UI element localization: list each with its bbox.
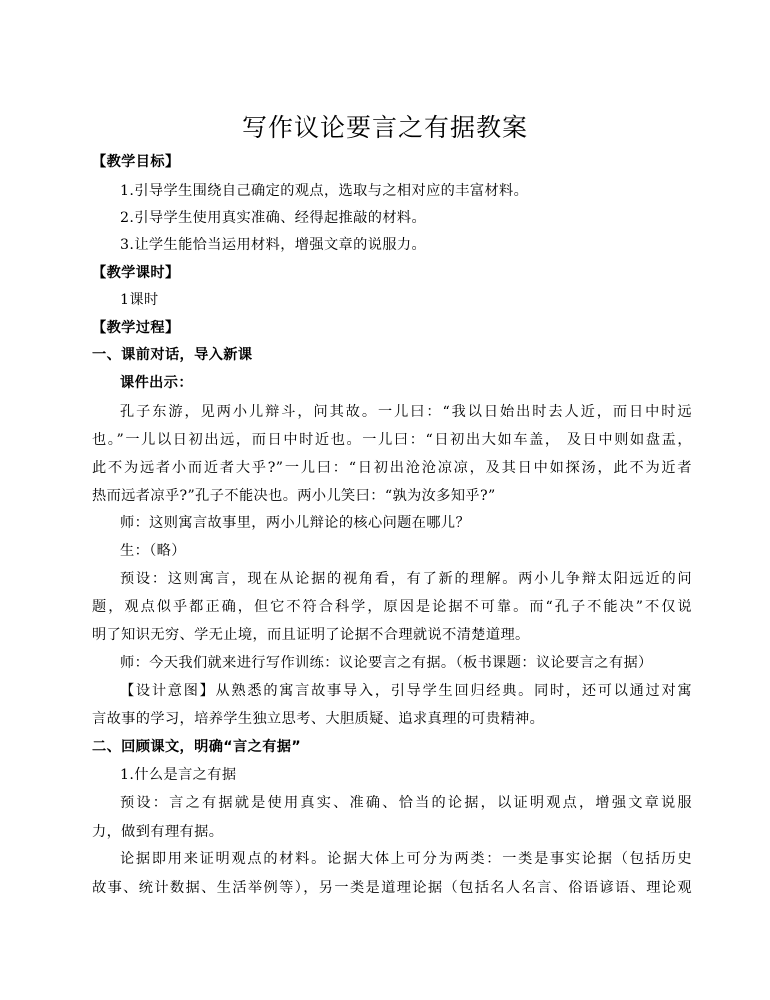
objective-item-1: 1.引导学生围绕自己确定的观点，选取与之相对应的丰富材料。: [120, 183, 529, 199]
objective-item-2: 2.引导学生使用真实准确、经得起推敲的材料。: [120, 210, 427, 226]
design-intent-line-1: 【设计意图】从熟悉的寓言故事导入，引导学生回归经典。同时，还可以通过对寓: [120, 683, 692, 699]
section-heading-objectives: 【教学目标】: [92, 154, 180, 170]
preset-line-2: 题，观点似乎都正确，但它不符合科学，原因是论据不可靠。而“孔子不能决”不仅说: [92, 599, 692, 615]
preset-line-3: 明了知识无穷、学无止境，而且证明了论据不合理就说不清楚道理。: [92, 627, 530, 643]
subsection-heading-2: 二、回顾课文，明确“言之有据”: [92, 739, 302, 755]
subsection-heading-1: 一、课前对话，导入新课: [92, 347, 253, 363]
objective-item-3: 3.让学生能恰当运用材料，增强文章的说服力。: [120, 237, 427, 253]
teacher-question: 师：这则寓言故事里，两小儿辩论的核心问题在哪儿？: [120, 515, 471, 531]
student-answer: 生：（略）: [120, 543, 186, 559]
story-line-1: 孔子东游，见两小儿辩斗，问其故。一儿曰：“我以日始出时去人近，而日中时远: [120, 404, 692, 420]
evidence-line-1: 论据即用来证明观点的材料。论据大体上可分为两类：一类是事实论据（包括历史: [120, 851, 692, 867]
story-line-2: 也。”一儿以日初出远，而日中时近也。一儿曰：“日初出大如车盖， 及日中则如盘盂，: [92, 432, 692, 448]
teacher-intro-line: 师：今天我们就来进行写作训练：议论要言之有据。（板书课题：议论要言之有据）: [120, 655, 653, 671]
definition-line-2: 力，做到有理有据。: [92, 824, 224, 840]
hours-value: 1课时: [120, 292, 159, 308]
definition-line-1: 预设：言之有据就是使用真实、准确、恰当的论据，以证明观点，增强文章说服: [120, 795, 692, 811]
question-heading-1: 1.什么是言之有据: [120, 767, 237, 783]
design-intent-line-2: 言故事的学习，培养学生独立思考、大胆质疑、追求真理的可贵精神。: [92, 711, 545, 727]
document-title: 写作议论要言之有据教案: [241, 113, 528, 142]
story-line-3: 此不为远者小而近者大乎?”一儿曰：“日初出沧沧凉凉，及其日中如探汤，此不为近者: [92, 460, 692, 476]
courseware-label: 课件出示：: [120, 375, 193, 391]
preset-line-1: 预设：这则寓言，现在从论据的视角看，有了新的理解。两小儿争辩太阳远近的问: [120, 571, 692, 587]
section-heading-process: 【教学过程】: [92, 320, 180, 336]
story-line-4: 热而远者凉乎?”孔子不能决也。两小儿笑曰：“孰为汝多知乎?”: [92, 488, 496, 504]
evidence-line-2: 故事、统计数据、生活举例等），另一类是道理论据（包括名人名言、俗语谚语、理论观: [92, 880, 692, 896]
section-heading-hours: 【教学课时】: [92, 265, 180, 281]
